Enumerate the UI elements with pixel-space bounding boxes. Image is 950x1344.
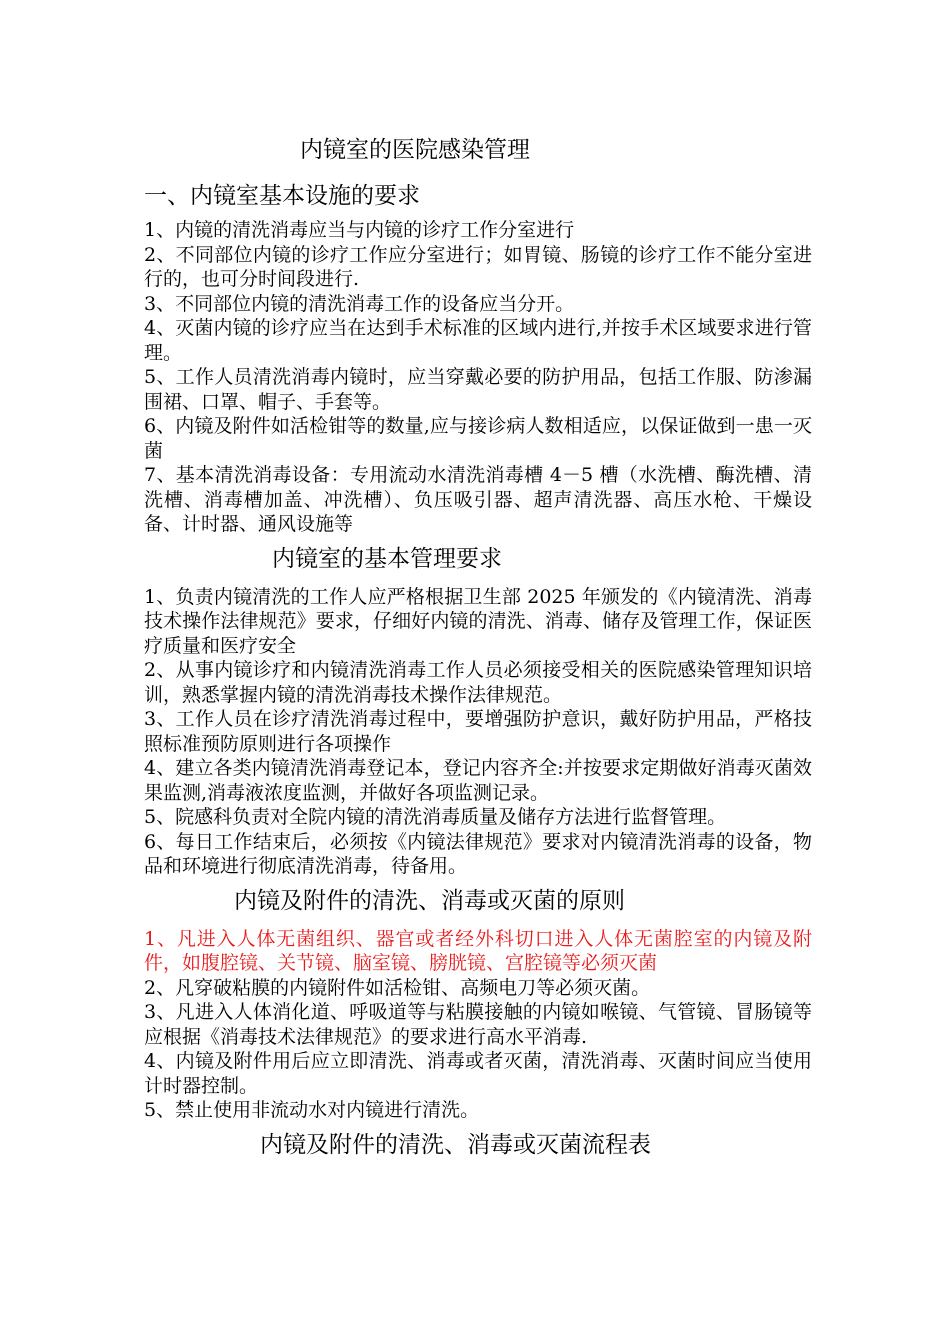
section-heading-facilities: 一、内镜室基本设施的要求 xyxy=(144,183,420,209)
section-heading-flowchart: 内镜及附件的清洗、消毒或灭菌流程表 xyxy=(260,1131,651,1158)
list-item: 3、不同部位内镜的清洗消毒工作的设备应当分开。 xyxy=(144,292,575,315)
list-item: 6、每日工作结束后，必须按《内镜法律规范》要求对内镜清洗消毒的设备，物品和环境进行彻底清洗消毒，待备用。 xyxy=(144,830,812,877)
facilities-list xyxy=(144,218,812,537)
list-item: 4、灭菌内镜的诊疗应当在达到手术标准的区域内进行,并按手术区域要求进行管理。 xyxy=(144,317,812,364)
section-heading-management: 内镜室的基本管理要求 xyxy=(272,545,502,572)
list-item: 5、禁止使用非流动水对内镜进行清洗。 xyxy=(144,1099,480,1121)
list-item: 4、内镜及附件用后应立即清洗、消毒或者灭菌，清洗消毒、灭菌时间应当使用计时器控制。 xyxy=(144,1050,812,1097)
list-item: 2、凡穿破粘膜的内镜附件如活检钳、高频电刀等必须灭菌。 xyxy=(144,976,651,999)
list-item-highlighted: 1、凡进入人体无菌组织、器官或者经外科切口进入人体无菌腔室的内镜及附件，如腹腔镜、关节镜、脑室镜、膀胱镜、宫腔镜等必须灭菌 xyxy=(144,927,812,974)
management-list xyxy=(144,585,812,879)
list-item: 3、工作人员在诊疗清洗消毒过程中，要增强防护意识，戴好防护用品，严格技照标准预防原则进行各项操作 xyxy=(144,708,812,755)
list-item: 1、内镜的清洗消毒应当与内镜的诊疗工作分室进行 xyxy=(144,219,575,241)
section-heading-principles: 内镜及附件的清洗、消毒或灭菌的原则 xyxy=(234,887,625,914)
list-item: 7、基本清洗消毒设备：专用流动水清洗消毒槽 4－5 槽（水洗槽、酶洗槽、清洗槽、消毒槽加盖、冲洗槽）、负压吸引器、超声清洗器、高压水枪、干燥设备、计时器、通风设施等 xyxy=(144,464,812,535)
list-item: 4、建立各类内镜清洗消毒登记本，登记内容齐全:并按要求定期做好消毒灭菌效果监测,消毒液浓度监测，并做好各项监测记录。 xyxy=(144,757,812,804)
list-item: 5、院感科负责对全院内镜的清洗消毒质量及储存方法进行监督管理。 xyxy=(144,806,727,828)
list-item: 2、从事内镜诊疗和内镜清洗消毒工作人员必须接受相关的医院感染管理知识培训，熟悉掌握内镜的清洗消毒技术操作法律规范。 xyxy=(144,659,812,706)
principles-list xyxy=(144,927,812,1123)
list-item: 3、凡进入人体消化道、呼吸道等与粘膜接触的内镜如喉镜、气管镜、冒肠镜等应根据《消毒技术法律规范》的要求进行高水平消毒. xyxy=(144,1001,812,1048)
list-item: 6、内镜及附件如活检钳等的数量,应与接诊病人数相适应，以保证做到一患一灭菌 xyxy=(144,415,812,462)
document-page xyxy=(144,132,812,1171)
list-item: 1、负责内镜清洗的工作人应严格根据卫生部 2025 年颁发的《内镜清洗、消毒技术操作法律规范》要求，仔细好内镜的清洗、消毒、储存及管理工作，保证医疗质量和医疗安全 xyxy=(144,585,812,657)
document-title: 内镜室的医院感染管理 xyxy=(300,137,530,163)
list-item: 5、工作人员清洗消毒内镜时，应当穿戴必要的防护用品，包括工作服、防渗漏围裙、口罩、帽子、手套等。 xyxy=(144,366,812,413)
list-item: 2、不同部位内镜的诊疗工作应分室进行；如胃镜、肠镜的诊疗工作不能分室进行的，也可分时间段进行. xyxy=(144,243,812,290)
